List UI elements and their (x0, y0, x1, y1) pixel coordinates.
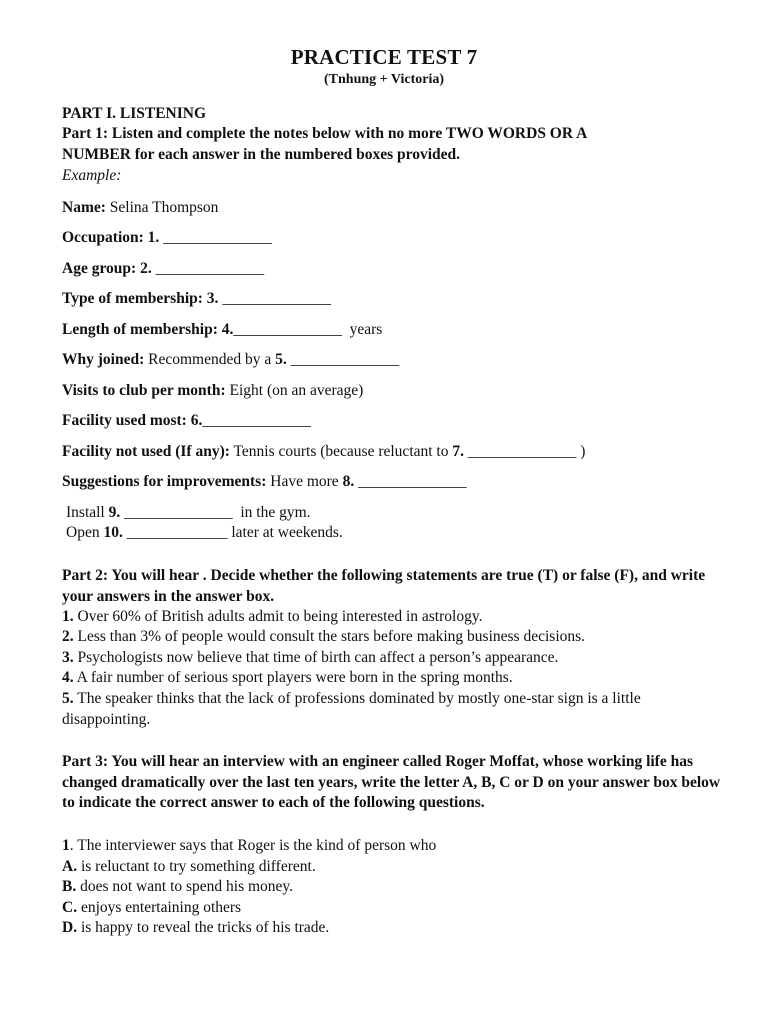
answer-blank-9[interactable]: ______________ (124, 504, 233, 521)
item-text: A fair number of serious sport players were born in the spring months. (73, 669, 513, 686)
part2-item (62, 668, 513, 688)
facility-row (62, 411, 311, 431)
option-text: is reluctant to try something different. (77, 858, 316, 875)
install-num: 9. (108, 504, 121, 521)
age-row (62, 259, 264, 279)
notused-value: Tennis courts (because reluctant to (229, 443, 453, 460)
item-num: 3. (62, 649, 74, 666)
answer-blank-6[interactable]: ______________ (202, 412, 311, 429)
answer-blank-3[interactable]: ______________ (222, 290, 331, 307)
name-value: Selina Thompson (105, 199, 219, 216)
item-text: Less than 3% of people would consult the stars before making business decisions. (73, 628, 586, 645)
install-pre: Install (66, 504, 109, 521)
part-heading: PART I. LISTENING (62, 105, 207, 122)
option-letter: D. (62, 919, 78, 936)
open-row (66, 523, 343, 543)
option-b (62, 877, 293, 897)
part2-instruction: Part 2: You will hear . Decide whether the following statements are true (T) or false (F), and write your answers in the answer box. (62, 567, 706, 605)
option-text: enjoys entertaining others (77, 899, 242, 916)
option-letter: C. (62, 899, 78, 916)
membership-row (62, 289, 331, 309)
item-text: Over 60% of British adults admit to being interested in astrology. (73, 608, 483, 625)
example-label: Example: (62, 167, 122, 184)
option-letter: B. (62, 878, 77, 895)
suggest-label: Suggestions for improvements: (62, 473, 267, 490)
part3-question (62, 836, 436, 856)
part3-instruction: Part 3: You will hear an interview with an engineer called Roger Moffat, whose working life has changed dramatically over the last ten years, write the letter A, B, C or D on your answer box below to indicate the correct answer to each of the following questions. (62, 753, 721, 811)
notused-label: Facility not used (If any): (62, 443, 230, 460)
age-label: Age group: 2. (62, 260, 152, 277)
item-num: 1. (62, 608, 74, 625)
answer-blank-2[interactable]: ______________ (155, 260, 265, 277)
option-text: is happy to reveal the tricks of his trade. (77, 919, 330, 936)
length-row (62, 320, 382, 340)
suggest-value: Have more (266, 473, 343, 490)
suggest-row (62, 472, 467, 492)
why-num: 5. (275, 351, 287, 368)
part1-instruction-line1: Part 1: Listen and complete the notes below with no more TWO WORDS OR A (62, 125, 588, 142)
notused-close: ) (580, 443, 586, 460)
name-label: Name: (62, 199, 106, 216)
item-num: 2. (62, 628, 74, 645)
length-suffix: years (349, 321, 383, 338)
part1-instruction-line2: NUMBER for each answer in the numbered boxes provided. (62, 146, 460, 163)
item-text: Psychologists now believe that time of birth can affect a person’s appearance. (73, 649, 559, 666)
why-row (62, 350, 399, 370)
why-value: Recommended by a (144, 351, 276, 368)
answer-blank-5[interactable]: ______________ (290, 351, 400, 368)
open-pre: Open (66, 524, 104, 541)
install-post: in the gym. (240, 504, 311, 521)
option-text: does not want to spend his money. (76, 878, 294, 895)
notused-row (62, 442, 585, 462)
item-num: 4. (62, 669, 74, 686)
open-post: later at weekends. (231, 524, 343, 541)
notused-num: 7. (452, 443, 464, 460)
occupation-row (62, 228, 272, 248)
item-num: 5. (62, 690, 74, 707)
answer-blank-8[interactable]: ______________ (358, 473, 467, 490)
page-subtitle: (Tnhung + Victoria) (324, 72, 444, 87)
suggest-num: 8. (342, 473, 355, 490)
visits-value: Eight (on an average) (225, 382, 364, 399)
answer-blank-4[interactable]: ______________ (233, 321, 342, 338)
option-d (62, 918, 329, 938)
install-row (66, 503, 311, 523)
visits-row (62, 381, 363, 401)
part2-item (62, 607, 482, 627)
option-letter: A. (62, 858, 78, 875)
name-row (62, 198, 218, 218)
option-c (62, 898, 241, 918)
occupation-label: Occupation: 1. (62, 229, 160, 246)
question-num: 1 (62, 837, 70, 854)
part2-item (62, 627, 585, 647)
length-label: Length of membership: 4. (62, 321, 234, 338)
answer-blank-7[interactable]: ______________ (467, 443, 577, 460)
item-text: The speaker thinks that the lack of professions dominated by mostly one-star sign is a little disappointing. (62, 690, 641, 728)
visits-label: Visits to club per month: (62, 382, 226, 399)
why-label: Why joined: (62, 351, 145, 368)
open-num: 10. (103, 524, 123, 541)
answer-blank-10[interactable]: _____________ (126, 524, 228, 541)
part2-item (62, 689, 722, 730)
question-text: . The interviewer says that Roger is the kind of person who (69, 837, 437, 854)
page-title: PRACTICE TEST 7 (290, 45, 478, 69)
facility-label: Facility used most: 6. (62, 412, 203, 429)
option-a (62, 857, 316, 877)
answer-blank-1[interactable]: ______________ (163, 229, 272, 246)
part2-item (62, 648, 558, 668)
membership-label: Type of membership: 3. (62, 290, 219, 307)
